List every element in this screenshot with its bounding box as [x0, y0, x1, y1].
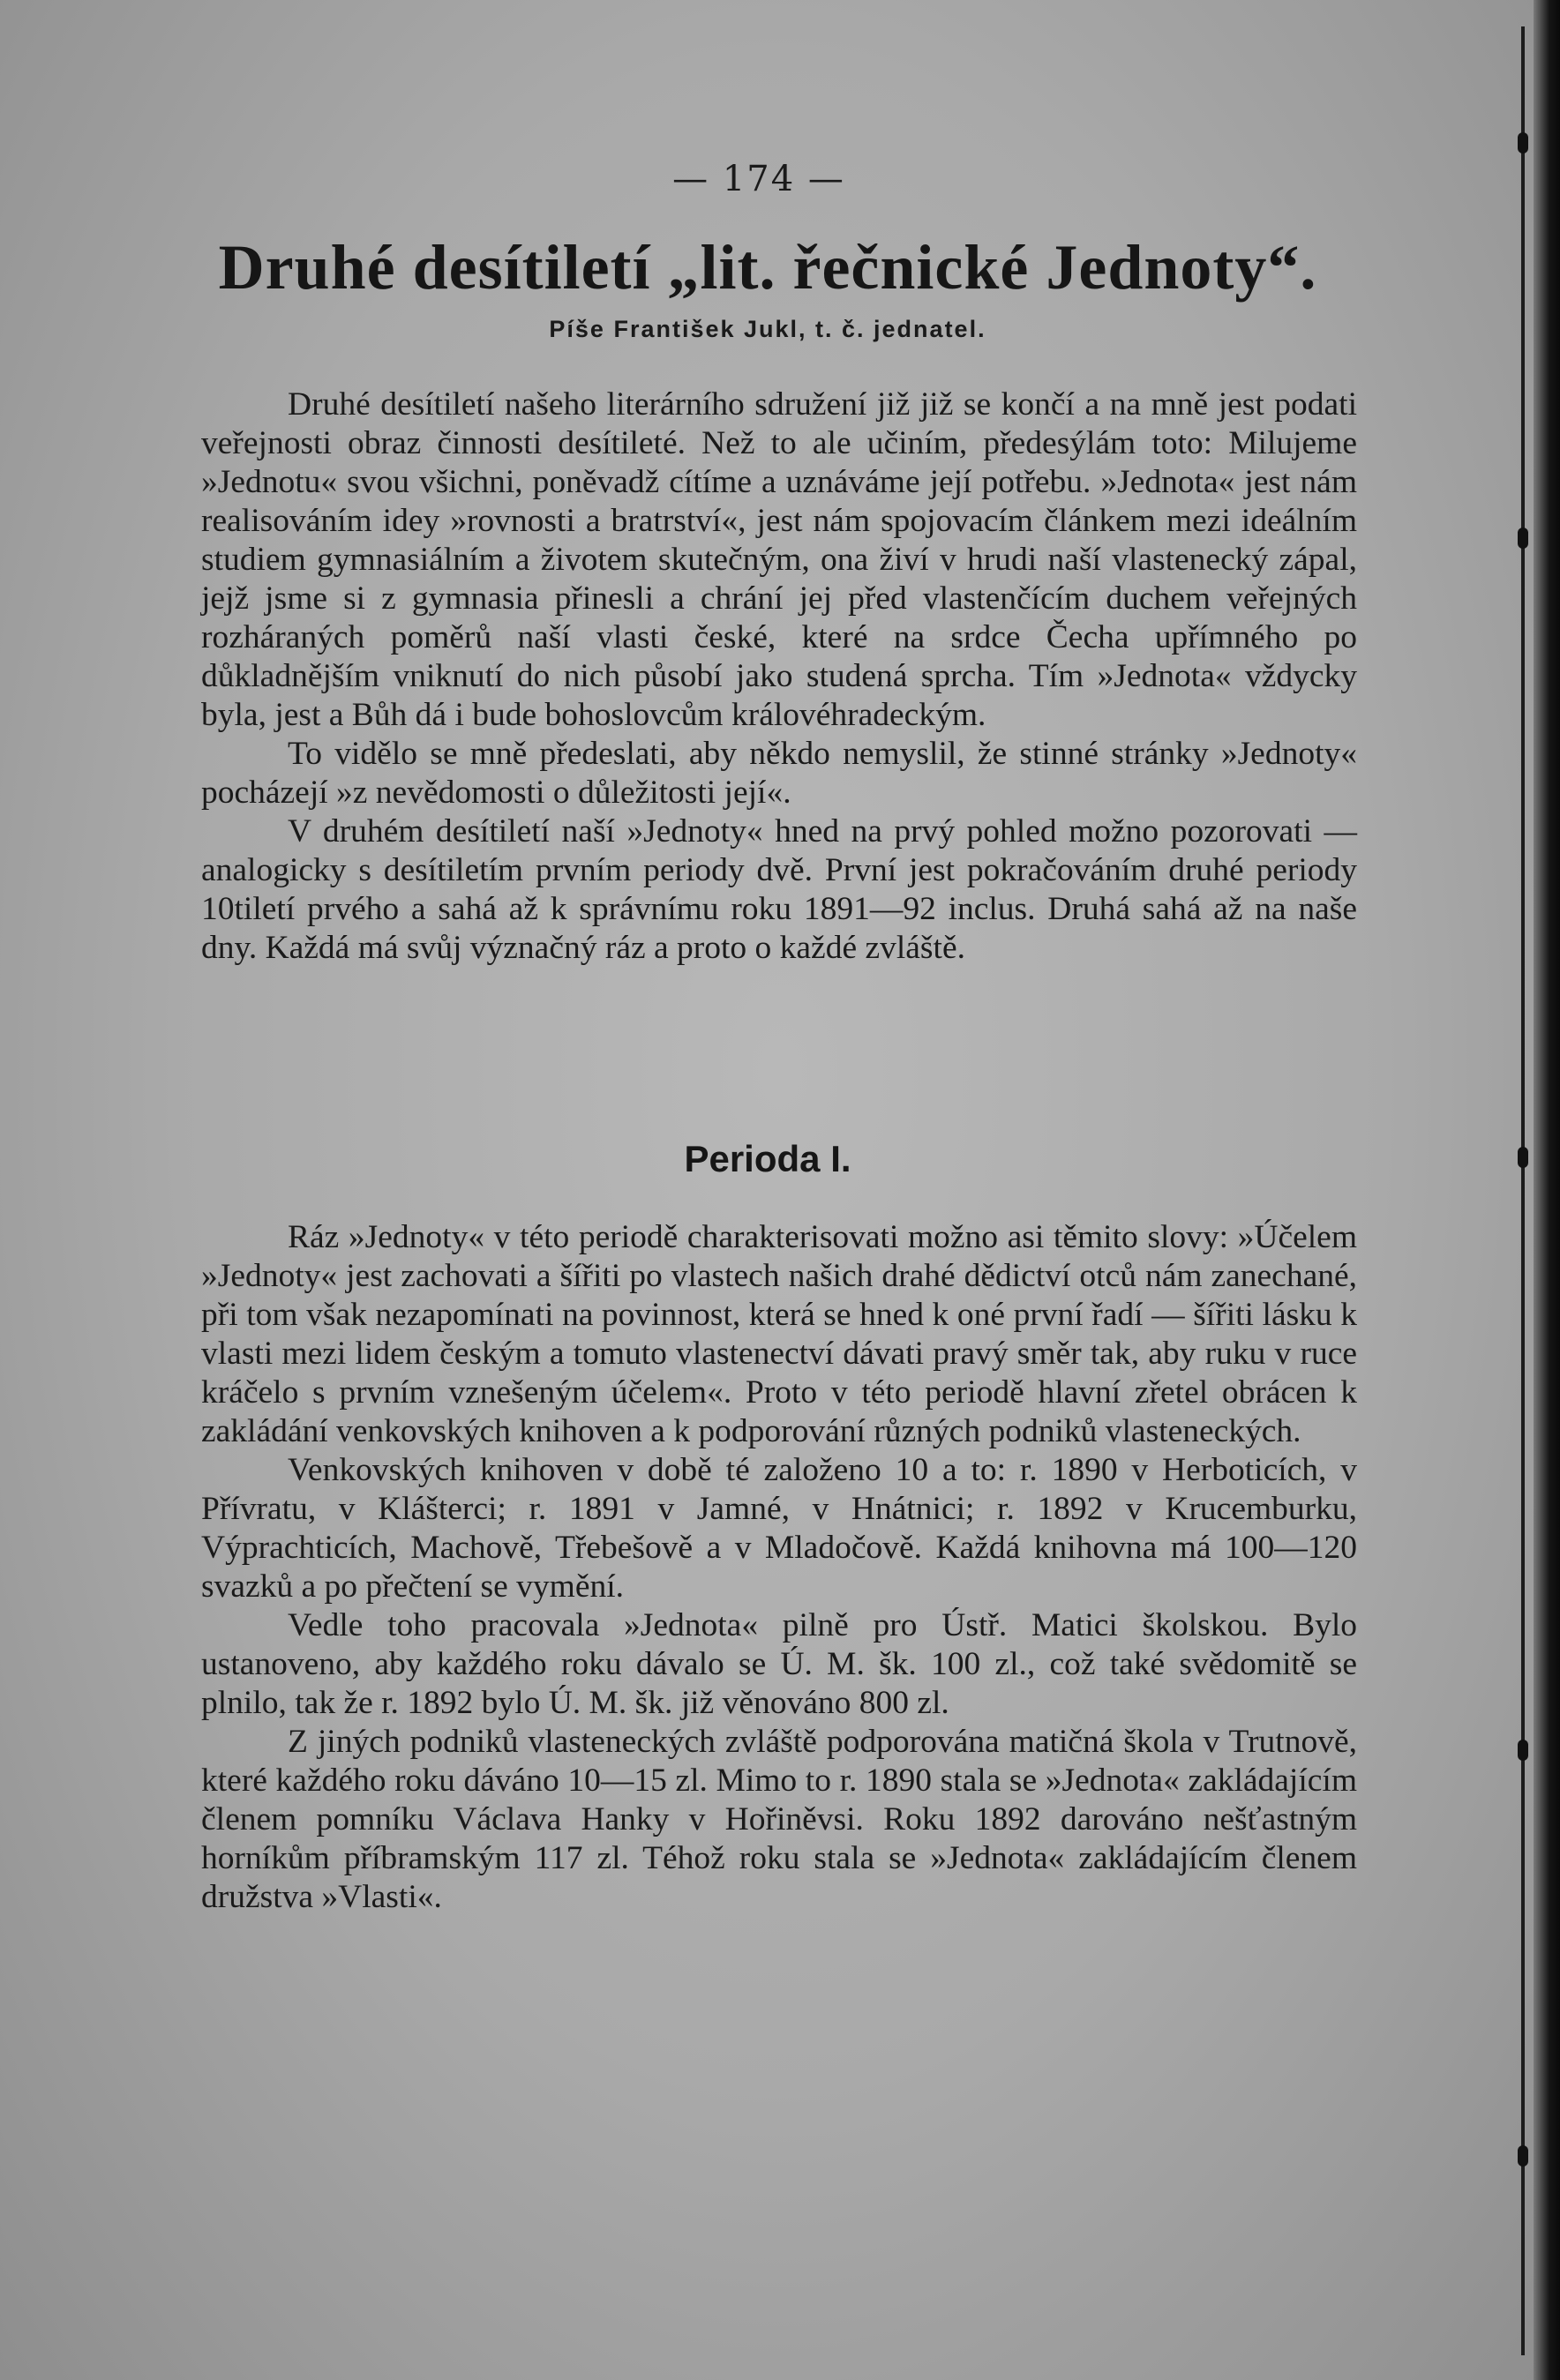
- article-byline: Píše František Jukl, t. č. jednatel.: [549, 316, 986, 342]
- paragraph: To vidělo se mně předeslati, aby někdo nemyslil, že stinné stránky »Jednoty« pocházejí »z nevědomosti o důležitosti její«.: [201, 736, 1357, 811]
- binding-mark: [1518, 2145, 1528, 2167]
- paragraph: Z jiných podniků vlasteneckých zvláště podporována matičná škola v Trutnově, které každého roku dáváno 10—15 zl. Mimo to r. 1890 stala se »Jednota« zakládajícím členem pomníku Václava Hanky v Hořiněvsi. Roku 1892 darováno nešťastným horníkům příbramským 117 zl. Téhož roku stala se »Jednota« zakládajícím členem družstva »Vlasti«.: [201, 1724, 1357, 1915]
- section-text: [201, 1218, 1357, 1917]
- binding-mark: [1518, 528, 1528, 549]
- paragraph: Ráz »Jednoty« v této periodě charakterisovati možno asi těmito slovy: »Účelem »Jednoty« jest zachovati a šířiti po vlastech našich drahé dědictví otců nám zanechané, při tom však nezapomínati na povinnost, která se hned k oné první řadí — šířiti lásku k vlasti mezi lidem českým a tomuto vlastenectví dávati pravý směr tak, aby ruku v ruce kráčelo s prvním vznešeným účelem«. Proto v této periodě hlavní zřetel obrácen k zakládání venkovských knihoven a k podporování různých podniků vlasteneckých.: [201, 1219, 1357, 1449]
- paragraph: Venkovských knihoven v době té založeno 10 a to: r. 1890 v Herboticích, v Přívratu, v Klášterci; r. 1891 v Jamné, v Hnátnici; r. 1892 v Krucemburku, Výprachticích, Machově, Třebešově a v Mladočově. Každá knihovna má 100—120 svazků a po přečtení se vymění.: [201, 1452, 1357, 1605]
- binding-mark: [1518, 132, 1528, 153]
- section-heading: Perioda I.: [684, 1138, 851, 1179]
- page-number: — 174 —: [672, 159, 845, 199]
- page-edge-shadow: [1534, 0, 1560, 2380]
- intro-text: [201, 385, 1357, 968]
- paragraph: Druhé desítiletí našeho literárního sdružení již již se končí a na mně jest podati veřejnosti obraz činnosti desítileté. Než to ale učiním, předesýlám toto: Milujeme »Jednotu« svou všichni, poněvadž cítíme a uznáváme její potřebu. »Jednota« jest nám realisováním idey »rovnosti a bratrství«, jest nám spojovacím článkem mezi ideálním studiem gymnasiálním a životem skutečným, ona živí v hrudi naší vlastenecký zápal, jejž jsme si z gymnasia přinesli a chrání jej před vlastenčícím duchem veřejných rozháraných poměrů naší vlasti české, které na srdce Čecha upřímného po důkladnějším vniknutí do nich působí jako studená sprcha. Tím »Jednota« vždycky byla, jest a Bůh dá i bude bohoslovcům královéhradeckým.: [201, 386, 1357, 733]
- binding-edge-line: [1521, 26, 1525, 2355]
- article-title: Druhé desítiletí „lit. řečnické Jednoty“.: [218, 232, 1317, 303]
- paragraph: V druhém desítiletí naší »Jednoty« hned na prvý pohled možno pozorovati — analogicky s desítiletím prvním periody dvě. První jest pokračováním druhé periody 10tiletí prvého a sahá až k správnímu roku 1891—92 inclus. Druhá sahá až na naše dny. Každá má svůj význačný ráz a proto o každé zvláště.: [201, 813, 1357, 966]
- binding-mark: [1518, 1740, 1528, 1761]
- paragraph: Vedle toho pracovala »Jednota« pilně pro Ústř. Matici školskou. Bylo ustanoveno, aby každého roku dávalo se Ú. M. šk. 100 zl., což také svědomitě se plnilo, tak že r. 1892 bylo Ú. M. šk. již věnováno 800 zl.: [201, 1607, 1357, 1721]
